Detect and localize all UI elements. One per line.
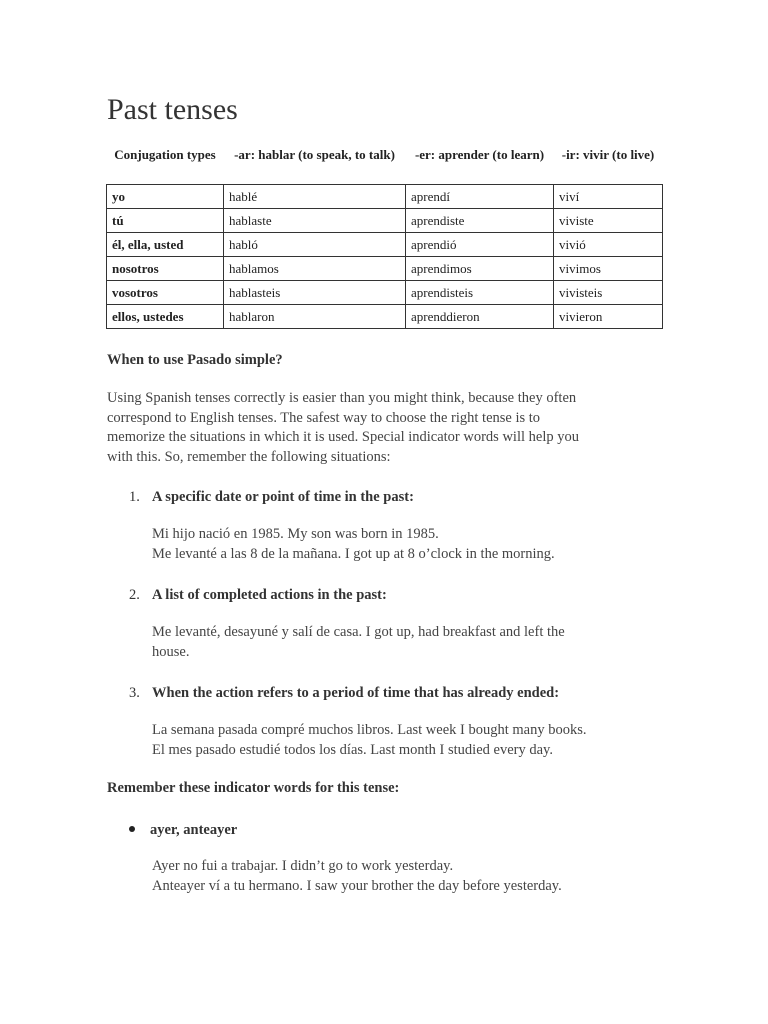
table-cell-ir: vivimos <box>554 257 663 281</box>
example-line: El mes pasado estudié todos los días. Last month I studied every day. <box>152 741 553 758</box>
table-row <box>107 209 663 233</box>
list-item-heading <box>129 487 414 507</box>
list-item-heading <box>129 585 387 605</box>
table-row <box>107 185 663 209</box>
example-block <box>152 623 652 662</box>
table-cell-pronoun: él, ella, usted <box>107 233 224 257</box>
table-cell-er: aprendí <box>406 185 554 209</box>
table-cell-ir: vivió <box>554 233 663 257</box>
table-cell-ar: habló <box>224 233 406 257</box>
table-header-er-verbs: -er: aprender (to learn) <box>414 147 545 162</box>
table-row <box>107 281 663 305</box>
section-heading-indicator-words: Remember these indicator words for this tense: <box>107 780 400 796</box>
table-cell-er: aprendió <box>406 233 554 257</box>
table-cell-er: aprendisteis <box>406 281 554 305</box>
table-cell-pronoun: vosotros <box>107 281 224 305</box>
list-item-title: A list of completed actions in the past: <box>152 587 387 603</box>
list-item-number: 2. <box>129 587 140 603</box>
table-cell-er: aprendimos <box>406 257 554 281</box>
table-header-ir-verbs: -ir: vivir (to live) <box>561 147 655 162</box>
example-block <box>152 857 652 896</box>
list-item-number: 3. <box>129 685 140 701</box>
example-line: Me levanté a las 8 de la mañana. I got up at 8 o’clock in the morning. <box>152 545 555 562</box>
table-cell-er: aprendiste <box>406 209 554 233</box>
list-item-title: When the action refers to a period of time that has already ended: <box>152 685 560 701</box>
intro-paragraph <box>107 389 667 467</box>
table-cell-ir: viví <box>554 185 663 209</box>
example-line: Anteayer ví a tu hermano. I saw your brother the day before yesterday. <box>152 877 562 894</box>
list-item-number: 1. <box>129 489 140 505</box>
table-row <box>107 257 663 281</box>
example-line: Mi hijo nació en 1985. My son was born in 1985. <box>152 526 439 542</box>
table-cell-ar: hablaste <box>224 209 406 233</box>
example-block <box>152 721 652 760</box>
bullet-item-title: ayer, anteayer <box>150 822 238 838</box>
table-cell-pronoun: nosotros <box>107 257 224 281</box>
table-cell-er: aprenddieron <box>406 305 554 329</box>
example-line: Ayer no fui a trabajar. I didn’t go to work yesterday. <box>152 858 454 874</box>
table-cell-ir: vivisteis <box>554 281 663 305</box>
paragraph-line: Using Spanish tenses correctly is easier than you might think, because they often <box>107 390 577 406</box>
paragraph-line: correspond to English tenses. The safest way to choose the right tense is to <box>107 409 541 426</box>
table-row <box>107 233 663 257</box>
list-item-title: A specific date or point of time in the past: <box>152 489 414 505</box>
table-cell-ir: vivieron <box>554 305 663 329</box>
example-line: La semana pasada compré muchos libros. Last week I bought many books. <box>152 722 587 738</box>
table-cell-ar: hablaron <box>224 305 406 329</box>
paragraph-line: memorize the situations in which it is used. Special indicator words will help you <box>107 429 579 445</box>
example-block <box>152 525 652 564</box>
bullet-item-heading <box>129 820 237 840</box>
bullet-icon <box>129 826 135 832</box>
table-cell-ar: hablasteis <box>224 281 406 305</box>
table-cell-ir: viviste <box>554 209 663 233</box>
page-title: Past tenses <box>107 93 238 126</box>
table-cell-ar: hablé <box>224 185 406 209</box>
table-header-conjugation-types: Conjugation types <box>114 147 216 162</box>
table-cell-ar: hablamos <box>224 257 406 281</box>
table-cell-pronoun: ellos, ustedes <box>107 305 224 329</box>
list-item-heading <box>129 683 559 703</box>
conjugation-table <box>106 146 663 329</box>
paragraph-line: with this. So, remember the following situations: <box>107 448 391 465</box>
table-cell-pronoun: tú <box>107 209 224 233</box>
table-header-row <box>107 146 663 185</box>
example-line: Me levanté, desayuné y salí de casa. I got up, had breakfast and left the <box>152 624 565 640</box>
table-header-ar-verbs: -ar: hablar (to speak, to talk) <box>234 147 395 162</box>
table-cell-pronoun: yo <box>107 185 224 209</box>
section-heading-when-to-use: When to use Pasado simple? <box>107 352 283 368</box>
table-row <box>107 305 663 329</box>
example-line: house. <box>152 643 190 660</box>
